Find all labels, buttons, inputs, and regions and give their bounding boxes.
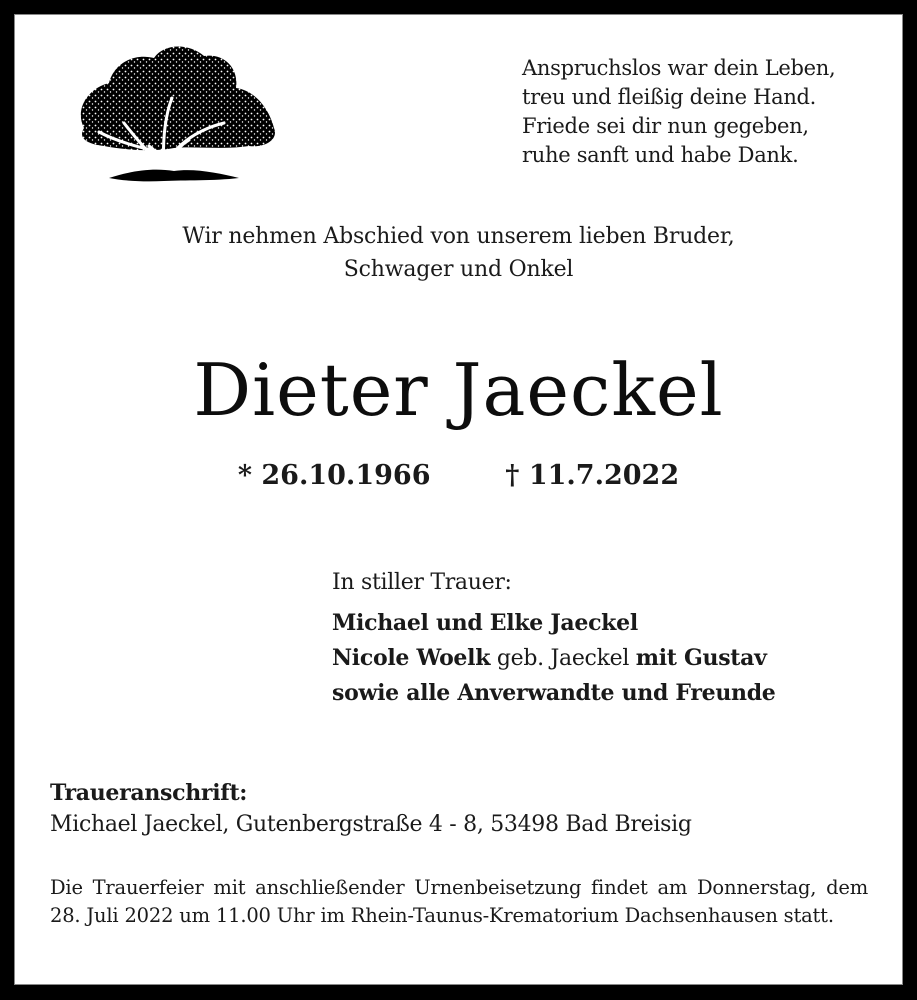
poem: [522, 54, 835, 170]
maiden-name: geb. Jaeckel: [490, 646, 636, 671]
mourners-label: In stiller Trauer:: [332, 570, 512, 595]
poem-line: treu und fleißig deine Hand.: [522, 85, 817, 109]
tree-icon: [64, 28, 289, 188]
mourner-line: [332, 641, 776, 676]
life-dates: [14, 458, 903, 494]
poem-line: ruhe sanft und habe Dank.: [522, 143, 799, 167]
deceased-name: Dieter Jaeckel: [193, 348, 724, 432]
mourners-block: [332, 566, 776, 711]
birth-symbol: *: [237, 460, 252, 491]
mourner-line: sowie alle Anverwandte und Freunde: [332, 680, 776, 706]
poem-line: Friede sei dir nun gegeben,: [522, 114, 809, 138]
mourner-name: Nicole Woelk: [332, 645, 491, 671]
intro-line: Schwager und Onkel: [343, 257, 574, 282]
address-heading: Traueranschrift:: [50, 780, 248, 806]
poem-line: Anspruchslos war dein Leben,: [522, 56, 836, 80]
death-notice: [14, 14, 903, 985]
cross-icon: †: [505, 460, 520, 491]
intro-text: [14, 220, 903, 286]
mourner-name: mit Gustav: [635, 645, 767, 671]
mourner-line: Michael und Elke Jaeckel: [332, 610, 638, 636]
birth-date: 26.10.1966: [261, 460, 431, 491]
death-date: 11.7.2022: [528, 460, 680, 491]
address-value: Michael Jaeckel, Gutenbergstraße 4 - 8, 53498 Bad Breisig: [50, 812, 692, 837]
intro-line: Wir nehmen Abschied von unserem lieben Bruder,: [182, 224, 735, 249]
mourning-address: [50, 777, 692, 841]
funeral-service-info: Die Trauerfeier mit anschließender Urnenbeisetzung findet am Donnerstag, dem 28. Juli 2022 um 11.00 Uhr im Rhein-Taunus-Krematorium Dachsenhausen statt.: [50, 876, 868, 927]
